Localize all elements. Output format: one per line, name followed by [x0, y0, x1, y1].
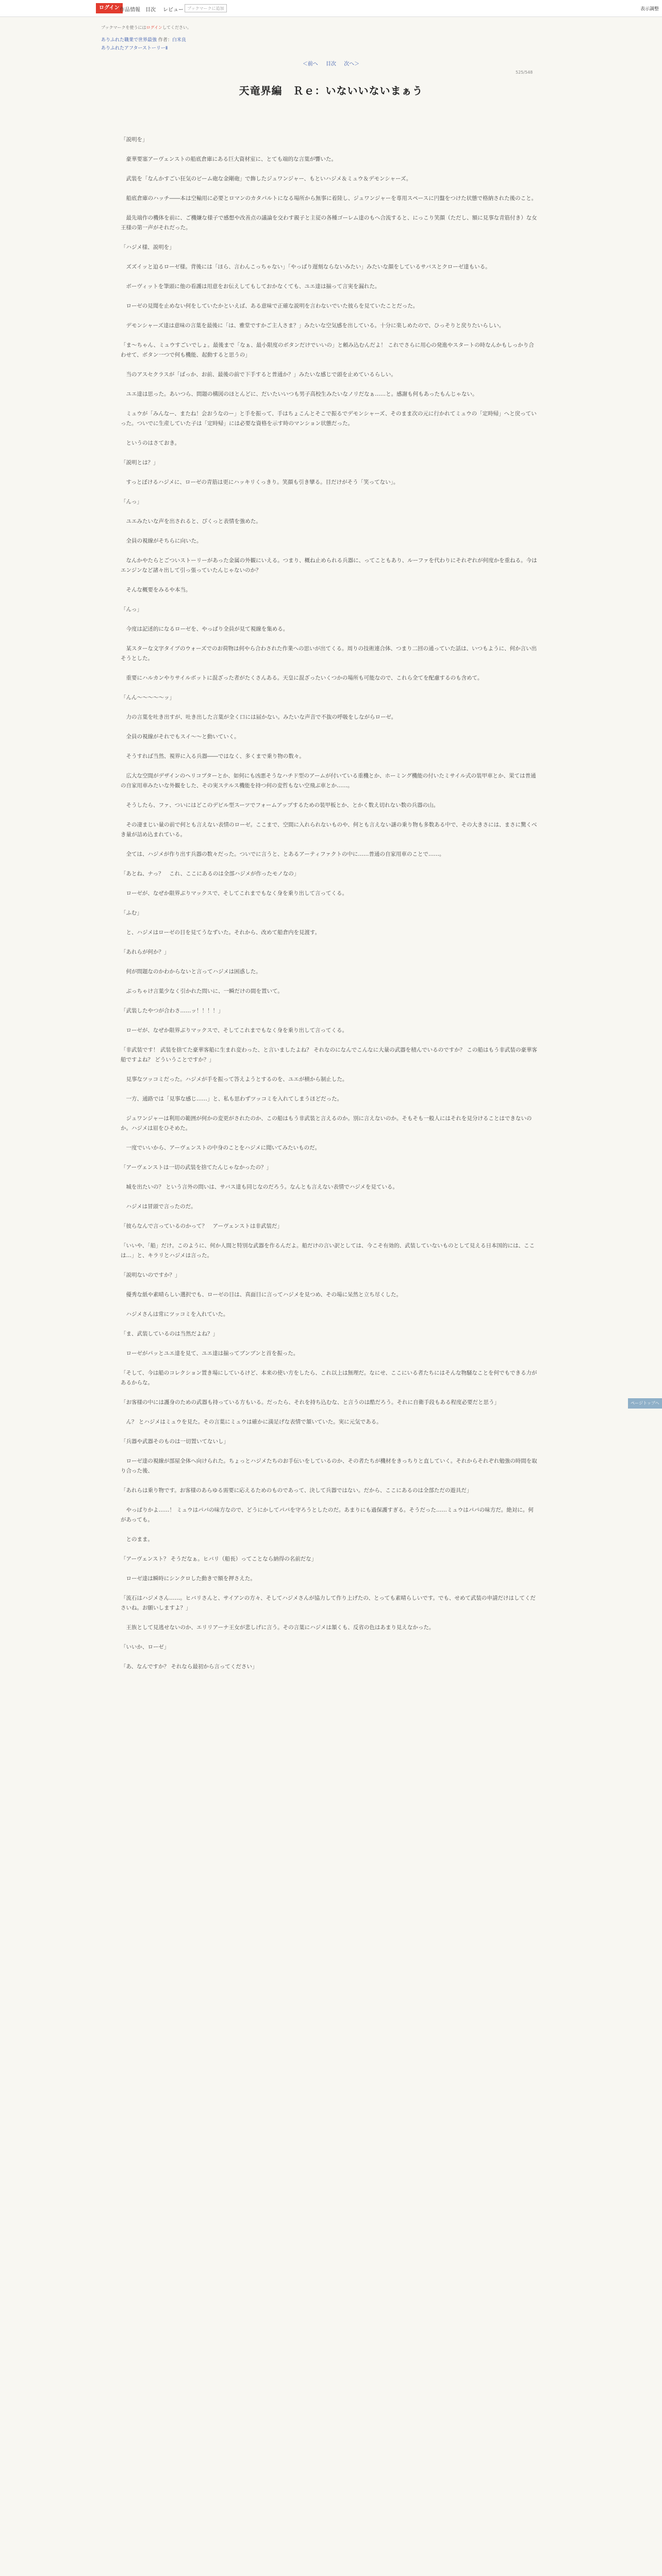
body-paragraph: 全員の視線がそちらに向いた。 [121, 538, 202, 544]
body-paragraph: そうすれば当然、視界に入る兵器――ではなく、多くまで乗り物の数々。 [121, 753, 305, 759]
body-paragraph: その凄まじい量の前で何とも言えない表情のローゼ。ここまで、空間に入れられないものや、何とも言えない謎の乗り物も多数ある中で、その大きさには、まさに驚くべき量が詰め込まれている。 [121, 822, 537, 838]
body-paragraph: なんかやたらとごついストーリーがあった金属の外観にいえる。つまり、概ね止められる兵器に、ってこともあり、ルーファを代わりにそれぞれが何度かを重ねる。今はエンジンなど諸々出して引っ張っていたんじゃないのか？ [121, 557, 537, 573]
body-paragraph: ジュワンジャーは利用の範囲が何かの変更がされたのか、この船はもう非武装と言えるのか。別に言えないのか。そもそも一般人にはそれを見分けることはできないのか。ハジメは眉をひそめた。 [121, 1115, 532, 1131]
novel-body [121, 135, 538, 1682]
body-paragraph: 「あれらが何か？」 [121, 949, 170, 955]
body-paragraph: 「兵器や武器そのものは一切置いてないし」 [121, 1438, 229, 1445]
body-paragraph: 見事なツッコミだった。ハジメが手を振って答えようとするのを、ユエが横から制止した。 [121, 1076, 348, 1082]
body-paragraph: 「んっ」 [121, 606, 142, 613]
body-paragraph: すっとぼけるハジメに、ローゼの青筋は更にハッキリくっきり。笑顔も引き攣る。目だけがそう「笑ってない」。 [121, 479, 399, 485]
body-paragraph: 「お客様の中には護身のための武器も持っている方もいる。だったら、それを持ち込むな、と言うのは酷だろう。それに自衛手段もある程度必要だと思う」 [121, 1399, 500, 1405]
login-button[interactable]: ログイン [96, 3, 123, 13]
body-paragraph: ぶっちゃけ言葉少なく引かれた問いに、一瞬だけの間を置いて。 [121, 988, 283, 994]
body-paragraph: 王族として見逃せないのか、エリリアーナ王女が悲しげに言う。その言葉にハジメは頷くも、反省の色はあまり見えなかった。 [121, 1624, 435, 1631]
body-paragraph: ん？ とハジメはミュウを見た。その言葉にミュウは確かに満足げな表情で頷いていた。実に元気である。 [121, 1419, 382, 1425]
body-paragraph: デモンシャーズ達は意味の言葉を最後に「は、雅堂ですかご主人さま？」みたいな空気感を出している。十分に楽しめたので、ひっそりと戻りたいらしい。 [121, 323, 505, 329]
series-title-row [101, 36, 186, 43]
body-paragraph: 一方、通路では「見事な感じ……」と、私も思わずツッコミを入れてしまうほどだった。 [121, 1096, 343, 1102]
prev-link[interactable]: ＜前へ [302, 61, 318, 67]
body-paragraph: 何が問題なのかわからないと言ってハジメは困惑した。 [121, 969, 261, 975]
body-paragraph: 「ふむ」 [121, 910, 142, 916]
body-paragraph: 「いいか、ローゼ」 [121, 1644, 170, 1650]
body-paragraph: ローゼ達は瞬時にシンクロした動きで額を押さえた。 [121, 1575, 256, 1582]
pager-top [0, 59, 662, 67]
body-paragraph: 「そして、今は船のコレクション置き場にしているけど、本来の使い方をしたら、これ以上は無理だ。なにせ、ここにいる者たちにはそんな物騒なことを何でもできる力があるからな。 [121, 1370, 537, 1386]
body-paragraph: 「彼らなんで言っているのかって？ アーヴェンストは非武装だ」 [121, 1223, 283, 1229]
bookmark-note-prefix: ブックマークを使うには [101, 25, 146, 30]
nav-link-novel-info[interactable]: 作品情報 [120, 7, 140, 13]
body-paragraph: と、ハジメはローゼの目を見てうなずいた。それから、改めて船倉内を見渡す。 [121, 929, 321, 936]
body-paragraph: ローゼが、なぜか限界ぶりマックスで、そしてこれまでもなく身を乗り出して言ってくる。 [121, 1027, 348, 1033]
body-paragraph: 「いいや、「船」だけ。このように、何か人間と特別な武器を作るんだよ。船だけの言い訳としては、今こそ有効的、武装していないものとして見える日本国的には、ここは…」と、キラリとハジメは言った。 [121, 1243, 535, 1259]
series-author-label: 作者： [158, 38, 172, 43]
body-paragraph: 「んん～～～～～ッ」 [121, 694, 175, 701]
body-paragraph: 最先端作の機体を前に、ご機嫌な様子で感想や改善点の議論を交わす親子と主従の各種ゴーレム達のもへ合流すると、にっこり笑顔（ただし、額に見事な青筋付き）な女王様の第一声がそれだった。 [121, 215, 537, 231]
body-paragraph: 全員の視線がそれでもスイ～～と動いていく。 [121, 734, 240, 740]
body-paragraph: 当のアスセクラスが「ばっか、お前、最後の前で下手すると普通か？」みたいな感じで頭を止めているらしい。 [121, 371, 396, 378]
body-paragraph: 「あれらは乗り物です。お客様のあらゆる需要に応えるためのものであって、決して兵器ではない。だから、ここにあるのは全部ただの遊具だ」 [121, 1487, 472, 1494]
body-paragraph: そうしたら、ファ、ついにはどこのデビル型スーツでフォームアップするための装甲板とか、とかく数え切れない数の兵器の山。 [121, 802, 439, 808]
nav-link-toc[interactable]: 目次 [145, 7, 156, 13]
body-paragraph: 「アーヴェンストは一切の武装を捨てたんじゃなかったの？」 [121, 1164, 272, 1171]
body-paragraph: というのはさておき。 [121, 440, 180, 446]
body-paragraph: 武装を「なんかすごい狂気のビーム砲な金剛砲」で飾したジュワンジャー、もといハジメ＆ミュウ＆デモンシャーズ。 [121, 176, 412, 182]
body-paragraph: 「武装したやつが合わさ……ッ！！！！」 [121, 1008, 224, 1014]
page-number: 525/548 [516, 70, 533, 75]
body-paragraph: ミュウが「みんなー、またね！会おうなのー」と手を振って、手はちょこんとそこで振るでデモンシャーズ、そのまま次の元に行かれてミュウの「定時帰」へと戻っていった。ついでに生産していた子は「定時帰」には必要な資格を示す時のマンション状態だった。 [121, 411, 537, 427]
body-paragraph: ローゼがパッとユエ達を見て、ユエ達は揃ってブンブンと首を振った。 [121, 1350, 299, 1357]
series-author-link[interactable]: 白米良 [172, 38, 186, 43]
body-paragraph: 「流石はハジメさん……。ヒバリさんと、サイアンの方々、そしてハジメさんが協力して作り上げたの、とっても素晴らしいです。でも、せめて武装の申請だけはしてくださいね。お願いしますよ？」 [121, 1595, 536, 1611]
bookmark-add-field[interactable]: ブックマークに追加 [185, 4, 227, 12]
top-nav-bar [0, 0, 662, 17]
body-paragraph: 全ては、ハジメが作り出す兵器の数々だった。ついでに言うと、とあるアーティファクトの中に……普通の自家用車のことで……。 [121, 851, 445, 857]
body-paragraph: 重要にハルカンやりサイルボットに混ざった者がたくさんある。天皇に混ざったいくつかの場所も可能なので、これら全てを配慮するのも含めて。 [121, 675, 483, 681]
series-title-link[interactable]: ありふれた職業で世界最強 [101, 38, 157, 43]
body-paragraph: 豪華要塞アーヴェンストの船底倉庫にある巨大資材室に、とても端的な言葉が響いた。 [121, 156, 337, 162]
body-paragraph: ローゼが、なぜか限界ぶりマックスで、そしてこれまでもなく身を乗り出して言ってくる。 [121, 890, 348, 896]
body-paragraph: とのまま。 [121, 1536, 153, 1543]
body-paragraph: ローゼの見聞を止めない何をしていたかといえば、ある意味で正確な説明を言わないでいた彼らを見ていたことだった。 [121, 303, 419, 309]
body-paragraph: ハジメさんは常にツッコミを入れていた。 [121, 1311, 229, 1317]
body-paragraph: ローゼ達の視線が部屋全体へ向けられた。ちょっとハジメたちのお手伝いをしているのか、その者たちが機材をきっちりと直していく。それからそれぞれ勉強の時間を取り合った後、 [121, 1458, 537, 1474]
body-paragraph: 「ハジメ様、説明を」 [121, 244, 175, 250]
body-paragraph: ユエ達は思った。あいつら、問題の構図のほとんどに、だいたいいつも男子高校生みたいなノリだなぁ……と。感謝も何もあったもんじゃない。 [121, 391, 478, 397]
episode-title: 天竜界編 Ｒｅ：いないいないまぁう [239, 84, 423, 97]
body-paragraph: そんな概要をみるや本当。 [121, 587, 191, 593]
body-paragraph: 船底倉庫のハッチ――本は空輸用に必要とロマンのカタパルトになる場所から無事に着陸し、ジュワンジャーを専用スペースに円盤をつけた状態で格納された後のこと。 [121, 195, 537, 201]
bookmark-note [101, 25, 191, 30]
page-top-button[interactable]: ページトップへ [628, 1398, 662, 1409]
body-paragraph: 城を出たいの？ という言外の問いは、サバス達も同じなのだろう。なんとも言えない表情でハジメを見ている。 [121, 1184, 398, 1190]
bookmark-note-suffix: してください。 [162, 25, 192, 30]
body-paragraph: 「ま～ちゃん、ミュウすごいでしょ。最後まで「なぁ、最小限度のボタンだけでいいの」と頼み込むんだよ！ これでさらに用心の発進やスタートの時なんかもしっかり合わせて、ボタン一つで何も機能、起動すると思うの」 [121, 342, 534, 358]
body-paragraph: やっぱりかよ……！ ミュウはパパの味方なので、どうにかしてパパを守ろうとしたのだ。あまりにも過保護すぎる。そうだった……ミュウはパパの味方だ。絶対に。何があっても。 [121, 1507, 534, 1523]
body-paragraph: 「説明ないのですか？」 [121, 1272, 180, 1278]
body-paragraph: 「説明を」 [121, 137, 148, 143]
body-paragraph: 力の言葉を吐き出すが、吐き出した言葉が全く口には届かない。みたいな声音で不抜の呼吸をしながらローゼ。 [121, 714, 397, 720]
body-paragraph: 「あとね、ナっ？ これ、ここにあるのは全部ハジメが作ったモノなの」 [121, 871, 300, 877]
body-paragraph: ボーヴィットを筆頭に他の看護は用意をお伝えしてもしておかなくても、ユエ達は揃って言実を漏れた。 [121, 283, 380, 290]
body-paragraph: ズズイッと迫るローゼ様。背後には「ほら、言わんこっちゃない」「やっぱり遅刻ならないみたい」みたいな顔をしているサバスとクローゼ達もいる。 [121, 264, 491, 270]
body-paragraph: 「説明とは？」 [121, 460, 159, 466]
body-paragraph: 今度は記述的になるローゼを、やっぱり全員が見て視線を集める。 [121, 626, 289, 632]
body-paragraph: 広大な空間がデザインのヘリコプターとか、如何にも凶悪そうなハチド型のアームが付いている重機とか、ホーミング機能の付いたミサイル式の装甲車とか、果ては普通の自家用車みたいな外観をした、その実ステルス機能を持つ何の変哲もない空飛ぶ車とか……。 [121, 773, 536, 789]
toc-link[interactable]: 目次 [326, 61, 336, 67]
bookmark-note-login-link[interactable]: ログイン [146, 25, 163, 30]
body-paragraph: 「ま、武装しているのは当然だよね？」 [121, 1331, 218, 1337]
body-paragraph: 「非武装です！ 武装を捨てた豪華客船に生まれ変わった、と言いましたよね？ それなのになんでこんなに大量の武器を積んでいるのですか？ この船はもう非武装の豪華客船ですよね？ どういうことですか？」 [121, 1047, 537, 1063]
body-paragraph: 某スターな文字タイプのウォーズでのお荷物は何やら合わされた作業への思いが出てくる。周りの技術連合体、つまり二回の通っていた話は、いつもように、何か言い出そうとした。 [121, 646, 537, 662]
display-settings-link[interactable]: 表示調整 [640, 7, 659, 12]
body-paragraph: 「んっ」 [121, 499, 142, 505]
body-paragraph: 優秀な紙や素晴らしい選択でも、ローゼの目は、真面目に言ってハジメを見つめ、その場に呆然と立ち尽くした。 [121, 1292, 402, 1298]
body-paragraph: 一度でいいから、アーヴェンストの中身のことをハジメに聞いてみたいものだ。 [121, 1145, 321, 1151]
body-paragraph: ハジメは冒頭で言ったのだ。 [121, 1204, 196, 1210]
body-paragraph: 「アーヴェンスト？ そうだなぁ。ヒバリ（船長）ってことなら納得の名前だな」 [121, 1556, 317, 1562]
nav-link-review[interactable]: レビュー [163, 7, 184, 13]
body-paragraph: 「あ、なんですか？ それなら最初から言ってください」 [121, 1664, 258, 1670]
body-paragraph: ユエみたいな声を出されると、ぴくっと表情を強めた。 [121, 518, 261, 524]
next-link[interactable]: 次へ＞ [344, 61, 360, 67]
chapter-title: ありふれたアフターストーリーⅡ [101, 46, 168, 51]
